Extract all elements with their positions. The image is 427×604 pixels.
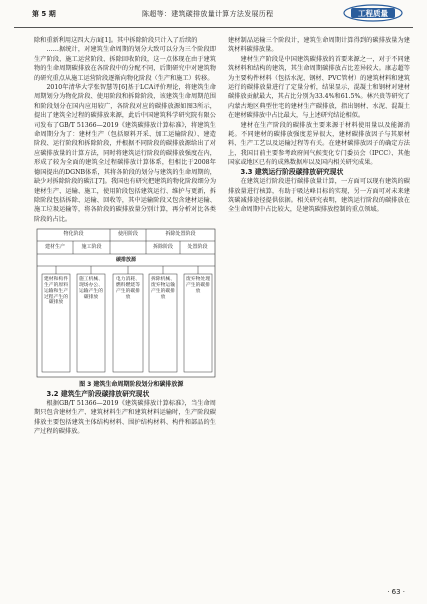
emission-col-4: 拆除机械、废弃物运输产生的碳排放 bbox=[151, 277, 175, 300]
left-paragraph-3: 2010年清华大学张智慧等[6]基于LCA评价理论，将建筑生命周期划分为物化阶段、使用阶段和拆除阶段，该建筑生命周期范围和阶段划分在国内应用较广，各阶段对应的碳排放源如图3所示，提出了建筑全过程的碳排放来源，此后中国建筑科学研究院有限公司发布了GB/T 51366—2019《建筑碳排放计算标准》，将建筑生命周期分为了：建材生产（包括原料开采、加工运输阶段）、建造阶段、运行阶段和拆除阶段，并根据不同阶段的碳排放源给出了对应碳排放量的计算方法，同时将建筑运行阶段的碳排放强度在内，形成了较为全面的建筑全过程碳排放计算体系，但相比于2008年德国提出的DGNB体系，其将各阶段的划分与建筑的生命周期的，缺少对拆除阶段的碳汇[7]。我国也有研究把建筑的物化阶段细分为建材生产、运输、施工，使用阶段包括建筑运行、维护与更新，拆除阶段包括拆除、运输、回收等，其中运输阶段又包含建材运输、施工垃圾运输等，将各阶段的碳排放量分别计算，再分析对比各类阶段的占比。 bbox=[34, 84, 217, 223]
emission-col-3: 电力消耗、燃料燃烧等产生的碳排放 bbox=[116, 277, 140, 300]
section-3-3-title: 3.3 建筑运行阶段碳排放研究现状 bbox=[240, 167, 344, 176]
right-paragraph-3: 建材在生产阶段的碳排放主要来源于材料使用量以及能源消耗。不同建材的碳排放强度差异很大，建材碳排放因子与其原材料、生产工艺以及运输过程等有关。在建材碳排放因子的确定方法上，我国目前主要参考政府间气候变化专门委员会（IPCC）、其他国家或地区已有的成熟数据库以及国内相关研究成果。 bbox=[228, 121, 410, 167]
page-number: · 63 · bbox=[387, 588, 405, 596]
stage-materialization: 物化阶段 bbox=[63, 231, 84, 238]
running-title: 陈超等：建筑碳排放量计算方法发展历程 bbox=[142, 10, 274, 18]
right-column bbox=[228, 36, 410, 215]
issue-number: 第 5 期 bbox=[32, 10, 56, 18]
left-paragraph-1: 除和重新利用这四大方面[1]。其中拆除阶段只计入了后续的 bbox=[34, 37, 198, 44]
left-paragraph-2: ……据统计，对建筑生命周期的划分大致可以分为三个阶段即生产阶段、施工运营阶段、拆除回收阶段，这一点体现在由于建筑物的生命周期碳排放在各阶段中的分配不同，后期研究中对建筑物的研究重点从施工运营阶段逐渐向物化阶段（生产和施工）转移。 bbox=[34, 46, 216, 82]
left-column bbox=[34, 36, 216, 437]
substage-material-production: 建材生产 bbox=[44, 244, 65, 251]
substage-construction: 施工阶段 bbox=[81, 244, 102, 251]
emission-col-5: 废弃物处理产生的碳排放 bbox=[186, 277, 210, 294]
section-3-2-body: 根据GB/T 51366—2019《建筑碳排放计算标准》，当生命周期只包含建材生产、建筑材料生产和建筑材料运输时，生产阶段碳排放主要包括建筑主体结构材料、围护结构材料、构件和部品的生产过程的碳排放。 bbox=[34, 399, 216, 436]
right-paragraph-1: 建材制品运输三个阶段计，建筑生命周期计算得到的碳排放量为建筑材料碳排放量。 bbox=[228, 37, 410, 54]
emission-col-1: 建材和构件生产的原料运输和生产过程产生的碳排放 bbox=[44, 277, 68, 306]
svg-text:工程质量: 工程质量 bbox=[358, 9, 388, 18]
page-header bbox=[14, 0, 413, 28]
emission-source-label: 碳排放源 bbox=[115, 257, 136, 264]
right-paragraph-2: 建材生产阶段是中国建筑碳排放的首要来源之一，对于不同建筑材料和结构的建筑，其生命周期碳排放占比差异较大。康志超等为主要构件材料（包括水泥、钢材、PVC管材）的建筑材料和建筑运行的碳排放量进行了定量分析，结果显示，混凝土和钢材对建材碳排放贡献最大，其占比分别为33.4%和61.5%。林兴贵等研究了内蒙古地区典型住宅的建材生产碳排放，指出钢材、水泥、混凝土在建材碳排放中占比最大，与上述研究结论相似。 bbox=[228, 55, 410, 120]
section-3-2-title: 3.2 建筑生产阶段碳排放研究现状 bbox=[46, 389, 150, 398]
substage-disposal: 处置阶段 bbox=[187, 244, 208, 251]
emission-col-2: 施工机械、现场办公、运输产生的碳排放 bbox=[79, 277, 103, 300]
substage-dismantle: 拆除阶段 bbox=[152, 244, 173, 251]
lifecycle-figure bbox=[36, 228, 216, 378]
stage-demolition: 拆除处置阶段 bbox=[165, 231, 196, 238]
stage-use: 使用阶段 bbox=[117, 231, 138, 238]
figure-caption: 图 3 建筑生命周期阶段划分和碳排放源 bbox=[79, 381, 184, 389]
right-paragraph-4: 在建筑运行阶段进行碳排放量计算，一方面可以现有建筑的碳排放量进行核算，有助于吸达峰目标的实现，另一方面可对未来建筑碳减排途径提供依据。相关研究表明，建筑运行阶段的碳排放在全生命周期中占比较大，是建筑碳排放控制的重点领域。 bbox=[228, 178, 410, 214]
journal-logo bbox=[343, 3, 405, 23]
